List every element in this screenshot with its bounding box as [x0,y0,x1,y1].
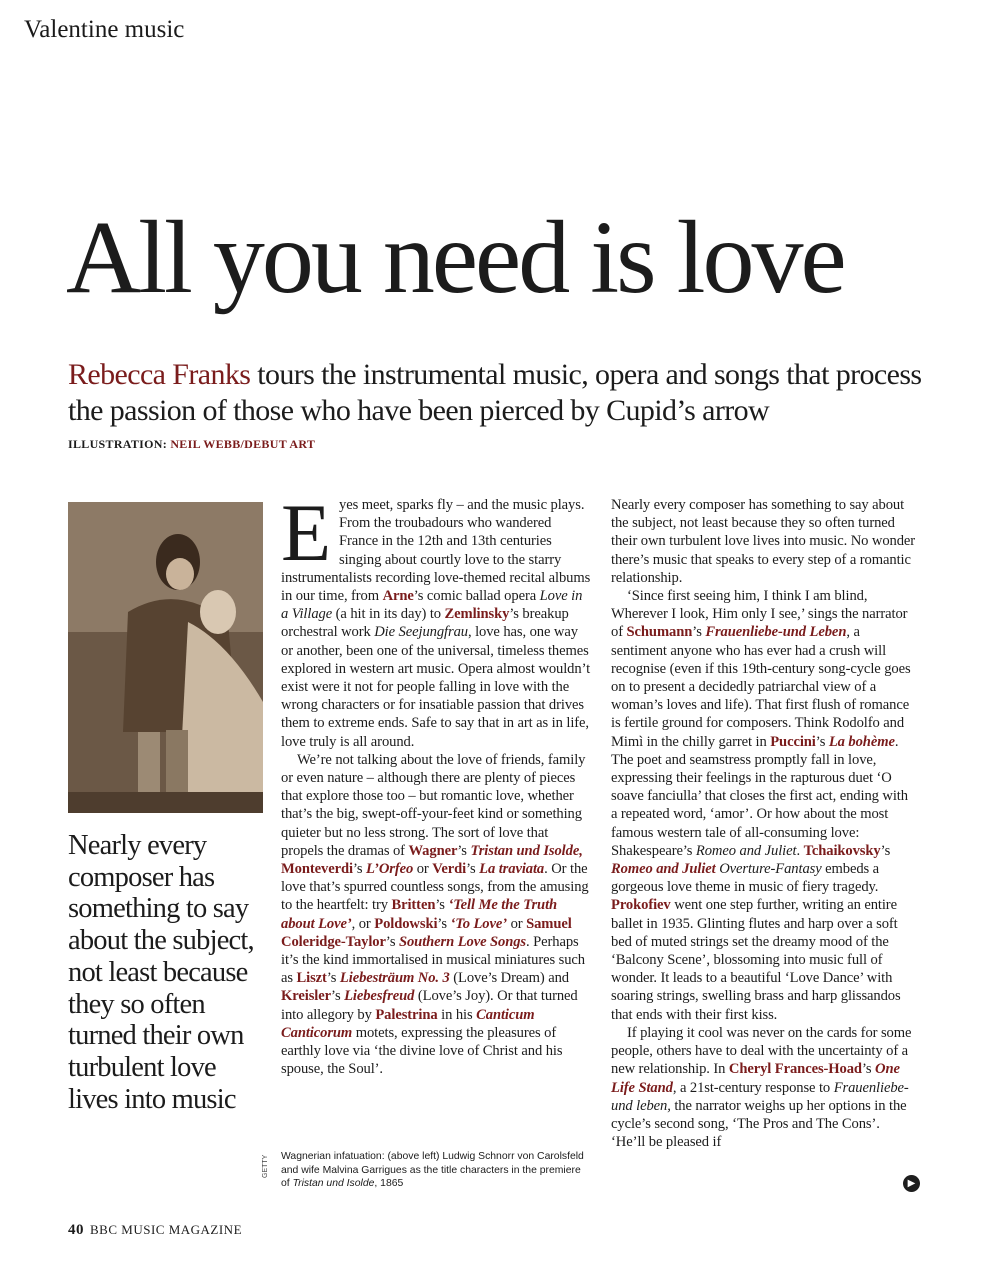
page-footer [68,1222,242,1239]
arrow-right-icon: ▶ [903,1175,920,1192]
col2-para-1: Nearly every composer has something to say about the subject, not least because they so often turned their own turbulent love lives into music. No wonder there’s music that speaks to every step of a romantic relationship. [611,497,916,586]
highlighted-name: Liebesfreud [344,988,415,1005]
drop-cap: E [281,487,331,578]
highlighted-name: ‘To Love’ [450,915,508,932]
col1-para-1: Eyes meet, sparks fly – and the music plays. From the troubadours who wandered France in the 12th and 13th centuries singing about courtly love to the starry instrumentalists recording love-themed recital albums in our time, from Arne’s comic ballad opera Love in a Village (a hit in its day) to Zemlinsky’s breakup orchestral work Die Seejungfrau, love has, one way or another, been one of the universal, timeless themes explored in western art music. Opera almost wouldn’t exist were it not for people falling in love with the wrong characters or for insatiable passion that drives them to extreme ends. Safe to say that in art as in life, love truly is all around. [281,487,591,750]
highlighted-name: Tristan und Isolde, [470,842,583,859]
highlighted-name: ‘Tell Me the Truth about Love’ [281,897,558,932]
highlighted-name: La traviata [479,861,545,878]
highlighted-name: Frauenliebe-und Leben [705,624,847,641]
highlighted-name: Samuel Coleridge-Taylor [281,915,572,950]
highlighted-name: Monteverdi [281,861,353,878]
highlighted-name: Kreisler [281,988,331,1005]
photo-wagner-singers [68,502,263,813]
highlighted-name: Schumann [626,624,693,641]
standfirst-author: Rebecca Franks [68,358,251,391]
highlighted-name: One Life Stand [611,1061,900,1096]
page-number: 40 [68,1222,84,1238]
col2-para-3: If playing it cool was never on the cards for some people, others have to deal with the uncertainty of a new relationship. In Cheryl Frances-Hoad’s One Life Stand, a 21st-century response to Frauenliebe- und leben, the narrator weighs up her options in the cycle’s second song, ‘The Pros and The Cons’. ‘He’ll be pleased if [611,1024,912,1151]
highlighted-name: Puccini [770,733,816,750]
highlighted-name: Liszt [296,970,327,987]
caption-title: Tristan und Isolde [292,1178,375,1190]
highlighted-name: Tchaikovsky [803,842,881,859]
highlighted-name: Wagner [408,842,458,859]
pull-quote: Nearly every composer has something to say about the subject, not least because they so often turned their own turbulent love lives into music [68,830,254,1115]
highlighted-name: Canticum Canticorum [281,1006,535,1041]
highlighted-name: La bohème [828,733,895,750]
photo-credit: GETTY [262,1154,269,1178]
section-label: Valentine music [24,16,185,43]
highlighted-name: Poldowski [374,915,438,932]
highlighted-name: Palestrina [375,1006,438,1023]
highlighted-name: L’Orfeo [366,861,414,878]
caption-tail: , 1865 [374,1178,404,1190]
italic-title: Love in a Village [281,588,583,623]
illustration-credit [68,437,315,452]
italic-title: Die Seejungfrau [374,624,468,641]
highlighted-name: Romeo and Juliet [611,861,716,878]
credit-name: NEIL WEBB/DEBUT ART [170,437,316,451]
highlighted-name: Arne [382,588,414,605]
caption-lead: Wagnerian infatuation: (above left) Ludwig Schnorr von Carolsfeld and wife Malvina Garrigues as the title characters in the premiere of [281,1151,584,1190]
highlighted-name: Cheryl Frances-Hoad [728,1061,862,1078]
highlighted-name: Southern Love Songs [398,933,527,950]
highlighted-name: Zemlinsky [444,606,510,623]
headline: All you need is love [66,200,844,315]
body-column-2 [611,496,917,1151]
col1-para-2: We’re not talking about the love of friends, family or even nature – although there are plenty of pieces that explore those too – but romantic love, whether that’s the big, swept-off-your-feet kind or something quieter but no less strong. The sort of love that propels the dramas of Wagner’s Tristan und Isolde, Monteverdi’s L’Orfeo or Verdi’s La traviata. Or the love that’s spurred countless songs, from the amusing to the heartfelt: try Britten’s ‘Tell Me the Truth about Love’, or Poldowski’s ‘To Love’ or Samuel Coleridge-Taylor’s Southern Love Songs. Perhaps it’s the kind immortalised in musical miniatures such as Liszt’s Liebesträum No. 3 (Love’s Dream) and Kreisler’s Liebesfreud (Love’s Joy). Or that turned into allegory by Palestrina in his Canticum Canticorum motets, expressing the pleasures of earthly love via ‘the divine love of Christ and his spouse, the Soul’. [281,751,589,1078]
highlighted-name: Verdi [432,861,467,878]
italic-title: Overture-Fantasy [719,861,822,878]
italic-title: Frauenliebe- und leben, [611,1079,909,1114]
italic-title: Romeo and Juliet [695,842,797,859]
photo-caption [281,1150,591,1191]
col2-para-2: ‘Since first seeing him, I think I am blind, Wherever I look, Him only I see,’ sings the narrator of Schumann’s Frauenliebe-und Leben, a sentiment anyone who has ever had a crush will recognise (even if this 19th-century song-cycle goes on to present a decidedly patriarchal view of a woman’s loves and life). That first flush of romance is fertile ground for composers. Think Rodolfo and Mimì in the chilly garret in Puccini’s La bohème. The poet and seamstress promptly fall in love, expressing their feelings in the rapturous duet ‘O soave fanciulla’ that closes the first act, ending with a repeated word, ‘amor’. Or how about the most famous western tale of all-consuming love: Shakespeare’s Romeo and Juliet. Tchaikovsky’s Romeo and Juliet Overture-Fantasy embeds a gorgeous love theme in music of fiery tragedy. Prokofiev went one step further, writing an entire ballet in 1935. Glinting flutes and harp over a soft bed of muted strings set the dreamy mood of the ‘Balcony Scene’, blossoming into music full of wonder. It leads to a beautiful ‘Love Dance’ with soaring strings, swelling brass and harp glissandos that ends with their first kiss. [611,588,911,1023]
highlighted-name: Prokofiev [611,897,671,914]
highlighted-name: Britten [391,897,436,914]
magazine-name: BBC MUSIC MAGAZINE [90,1222,243,1237]
standfirst-text: tours the instrumental music, opera and songs that process the passion of those who have been pierced by Cupid’s arrow [68,358,922,427]
highlighted-name: Liebesträum No. 3 [339,970,450,987]
credit-label: ILLUSTRATION: [68,437,171,451]
body-column-1 [281,487,593,1079]
standfirst [68,357,948,429]
